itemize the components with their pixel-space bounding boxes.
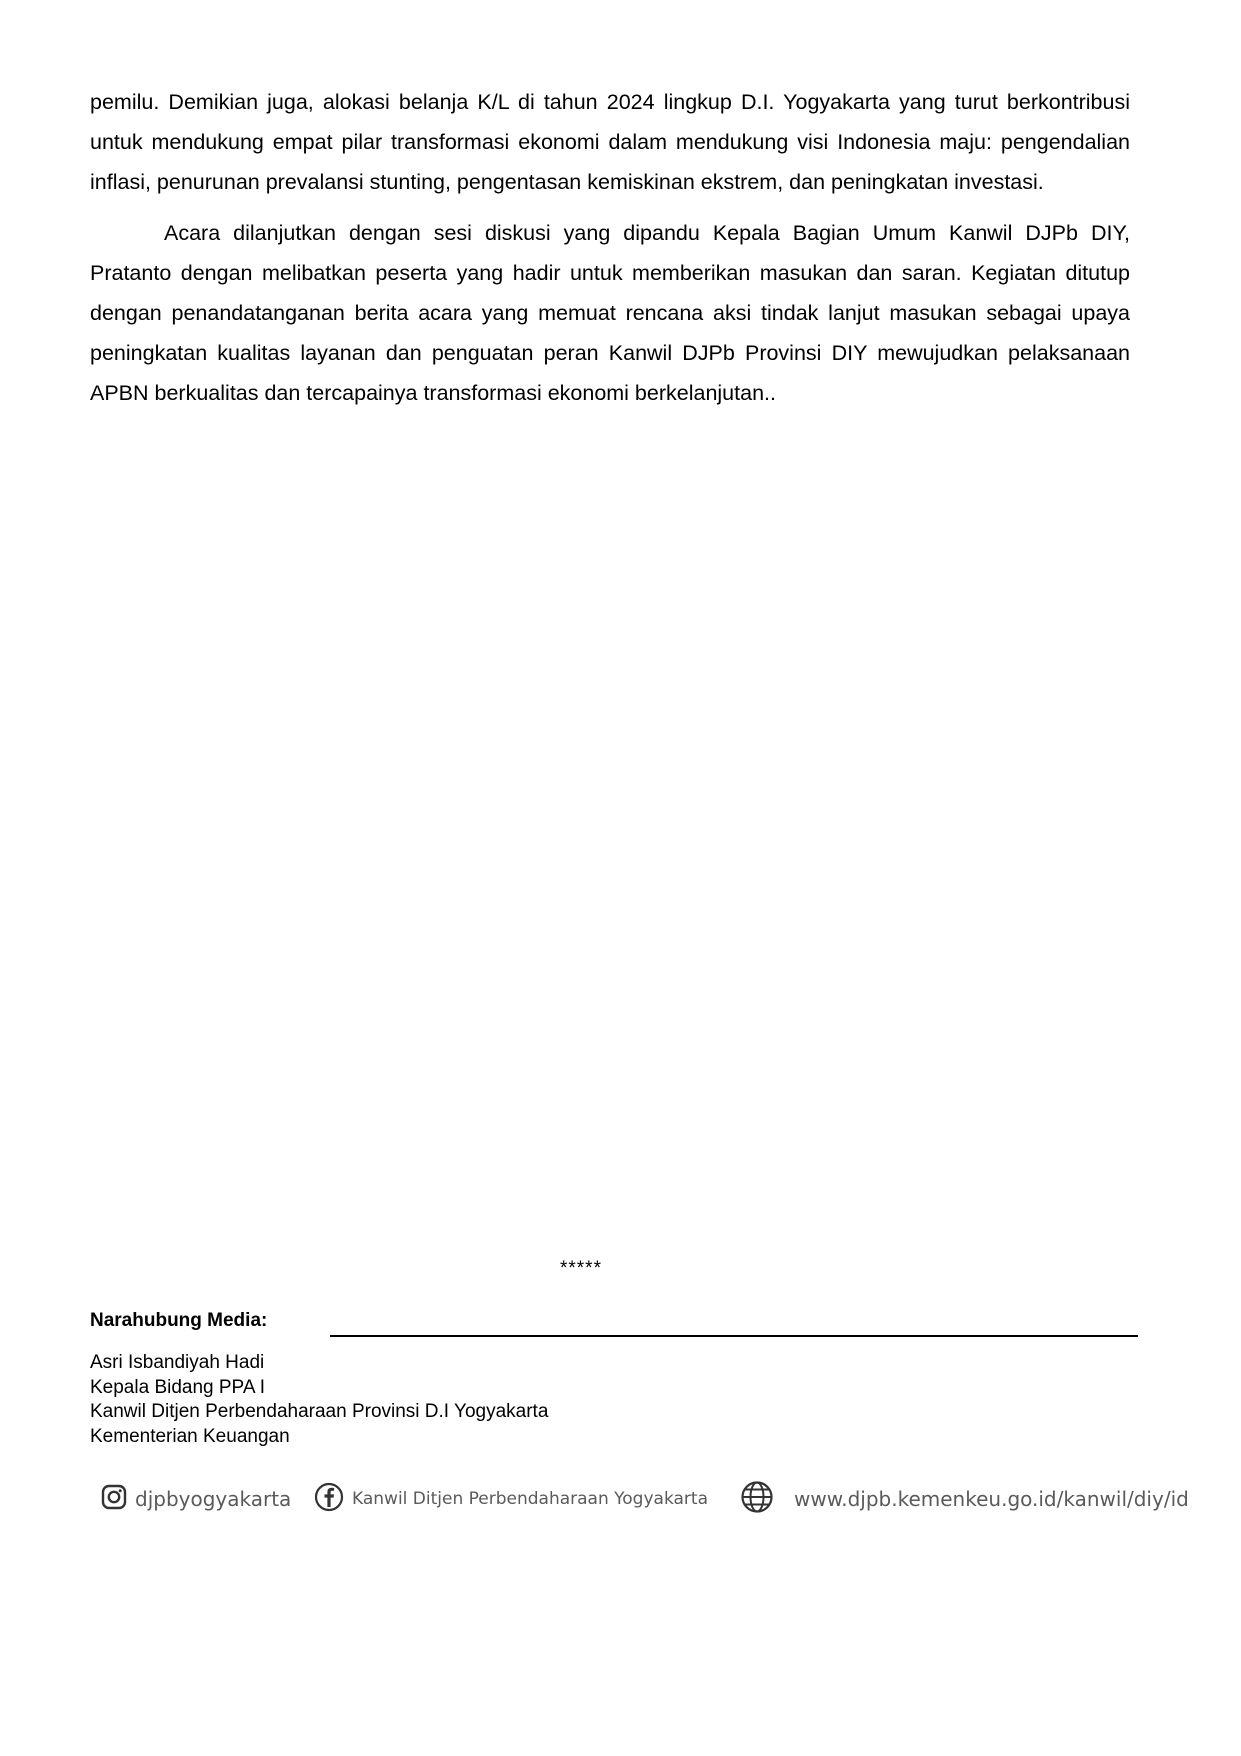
body-paragraph-1: pemilu. Demikian juga, alokasi belanja K/L di tahun 2024 lingkup D.I. Yogyakarta yang turut berkontribusi untuk mendukung empat pilar transformasi ekonomi dalam mendukung visi Indonesia maju: pengendalian inflasi, penurunan prevalansi stunting, pengentasan kemiskinan ekstrem, dan peningkatan investasi. bbox=[90, 90, 1130, 194]
contact-label: Narahubung Media: bbox=[90, 1310, 268, 1331]
contact-position: Kepala Bidang PPA I bbox=[90, 1376, 265, 1398]
contact-name: Asri Isbandiyah Hadi bbox=[90, 1352, 265, 1373]
contact-office: Kanwil Ditjen Perbendaharaan Provinsi D.I Yogyakarta bbox=[90, 1401, 549, 1422]
facebook-link[interactable] bbox=[314, 1478, 708, 1520]
facebook-icon bbox=[314, 1482, 344, 1517]
facebook-page-name: Kanwil Ditjen Perbendaharaan Yogyakarta bbox=[352, 1489, 708, 1509]
contact-divider-line bbox=[330, 1335, 1138, 1337]
contact-ministry: Kementerian Keuangan bbox=[90, 1425, 290, 1447]
website-url: www.djpb.kemenkeu.go.id/kanwil/diy/id bbox=[794, 1487, 1189, 1511]
globe-icon bbox=[740, 1480, 774, 1519]
article-body bbox=[90, 82, 1130, 413]
body-paragraph-2: Acara dilanjutkan dengan sesi diskusi yang dipandu Kepala Bagian Umum Kanwil DJPb DIY, Pratanto dengan melibatkan peserta yang hadir untuk memberikan masukan dan saran. Kegiatan ditutup dengan penandatanganan berita acara yang memuat rencana aksi tindak lanjut masukan sebagai upaya peningkatan kualitas layanan dan penguatan peran Kanwil DJPb Provinsi DIY mewujudkan pelaksanaan APBN berkualitas dan tercapainya transformasi ekonomi berkelanjutan.. bbox=[90, 221, 1130, 405]
contact-block bbox=[90, 1351, 548, 1449]
instagram-icon bbox=[101, 1484, 127, 1515]
section-separator: ***** bbox=[560, 1258, 602, 1279]
instagram-link[interactable] bbox=[101, 1478, 291, 1520]
instagram-handle: djpbyogyakarta bbox=[135, 1487, 292, 1511]
website-link[interactable] bbox=[740, 1478, 1189, 1520]
